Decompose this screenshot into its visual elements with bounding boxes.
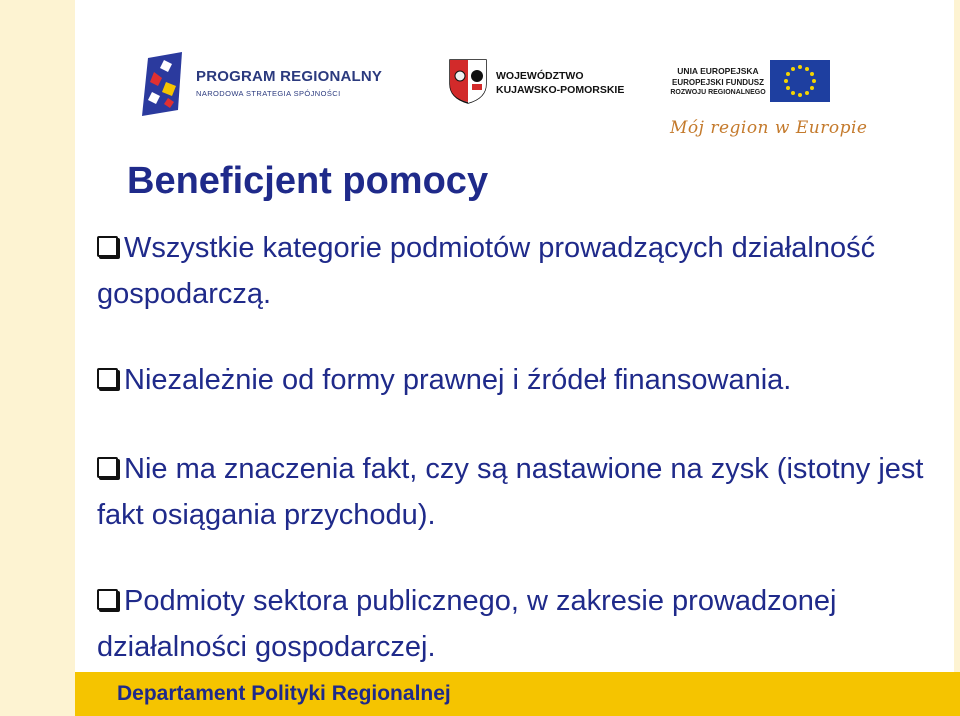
checkbox-bullet-icon bbox=[97, 368, 118, 389]
bullet-item bbox=[97, 357, 927, 403]
wojewodztwo-line1: WOJEWÓDZTWO bbox=[496, 70, 584, 82]
eu-line2: EUROPEJSKI FUNDUSZ bbox=[671, 78, 764, 87]
checkbox-bullet-icon bbox=[97, 589, 118, 610]
eu-line1: UNIA EUROPEJSKA bbox=[677, 66, 759, 76]
eu-flag-icon bbox=[770, 60, 830, 102]
slide-title: Beneficjent pomocy bbox=[127, 160, 489, 202]
bullet-text: Niezależnie od formy prawnej i źródeł finansowania. bbox=[124, 364, 792, 396]
bullet-item bbox=[97, 578, 927, 670]
program-regionalny-title: PROGRAM REGIONALNY bbox=[196, 68, 383, 85]
bullet-item bbox=[97, 446, 927, 538]
program-regionalny-emblem-icon bbox=[140, 52, 190, 116]
footer-bar bbox=[75, 672, 960, 716]
wojewodztwo-logo bbox=[448, 58, 628, 108]
bullet-text: Podmioty sektora publicznego, w zakresie prowadzonej działalności gospodarczej. bbox=[97, 585, 837, 663]
right-decorative-band bbox=[954, 0, 960, 716]
slogan-text: Mój region w Europie bbox=[670, 118, 868, 138]
program-regionalny-logo bbox=[140, 52, 400, 116]
eu-line3: ROZWOJU REGIONALNEGO bbox=[670, 89, 766, 96]
checkbox-bullet-icon bbox=[97, 236, 118, 257]
coat-of-arms-icon bbox=[448, 58, 488, 104]
bullet-text: Wszystkie kategorie podmiotów prowadzących działalność gospodarczą. bbox=[97, 232, 876, 310]
wojewodztwo-line2: KUJAWSKO-POMORSKIE bbox=[496, 84, 625, 96]
left-decorative-band bbox=[0, 0, 75, 716]
program-regionalny-subtitle: NARODOWA STRATEGIA SPÓJNOŚCI bbox=[196, 89, 341, 98]
checkbox-bullet-icon bbox=[97, 457, 118, 478]
slogan-logo bbox=[670, 118, 868, 158]
footer-text: Departament Polityki Regionalnej bbox=[117, 682, 451, 705]
eu-logo bbox=[668, 60, 838, 110]
bullet-item bbox=[97, 225, 927, 317]
bullet-text: Nie ma znaczenia fakt, czy są nastawione na zysk (istotny jest fakt osiągania przychodu). bbox=[97, 453, 924, 531]
